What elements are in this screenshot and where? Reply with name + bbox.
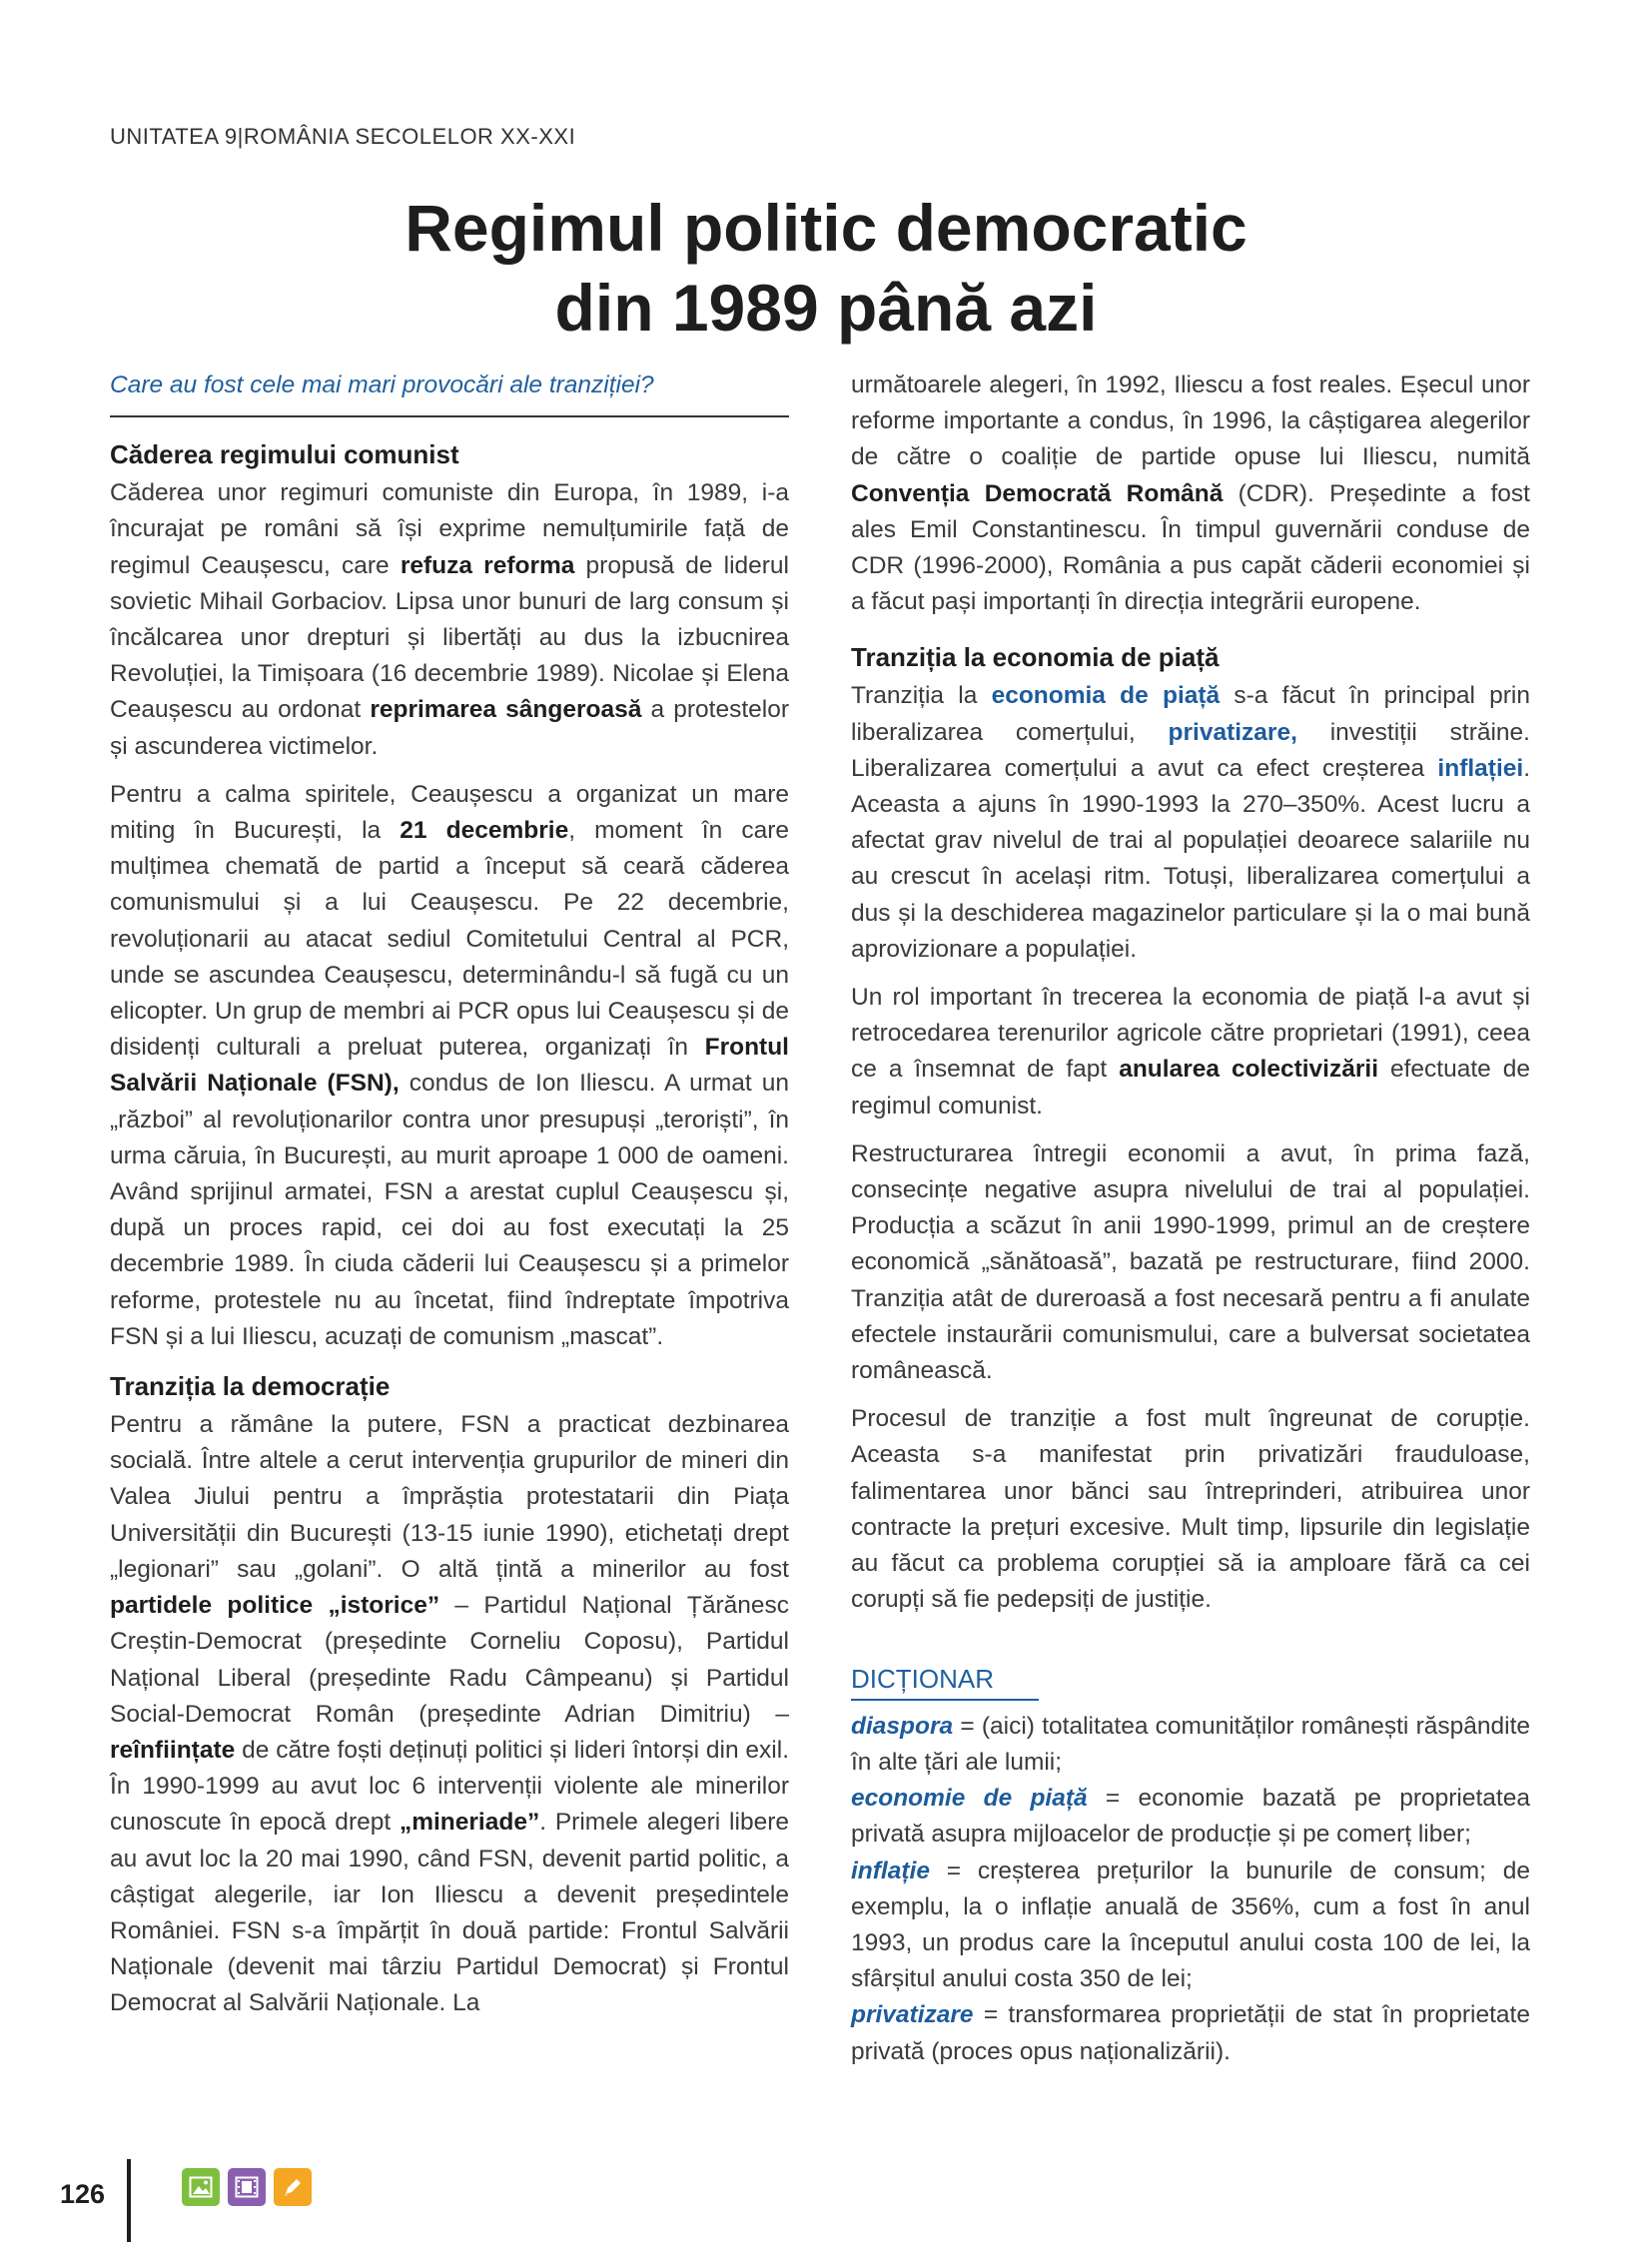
unit-label: UNITATEA 9 [110, 124, 238, 149]
paragraph: Tranziția la economia de piață s-a făcut în principal prin liberalizarea comerțului, privatizare, investiții străine. Liberalizarea comerțului a avut ca efect creșterea inflației. Aceasta a ajuns în 1990-1993 la 270–350%. Acest lucru a afectat grav nivelul de trai al populației deoarece salariile nu au crescut în același ritm. Totuși, liberalizarea comerțului a dus și la deschiderea magazinelor particulare și la o mai bună aprovizionare a populației. [851, 682, 1530, 963]
paragraph: Procesul de tranziție a fost mult îngreunat de corupție. Aceasta s-a manifestat prin privatizări frauduloase, falimentarea unor bănci sau întreprinderi, atribuirea unor contracte la prețuri excesive. Mult timp, lipsurile din legislație au făcut ca problema corupției să ia amploare fără ca cei corupți să fie pedepsiți de justiție. [851, 1405, 1530, 1614]
image-icon[interactable] [182, 2168, 220, 2206]
title-line-2: din 1989 până azi [554, 271, 1098, 345]
pencil-icon[interactable] [274, 2168, 312, 2206]
section-heading-transition-democracy: Tranziția la democrație [110, 1371, 391, 1402]
header-separator: | [237, 124, 244, 149]
right-column [851, 368, 1530, 2070]
left-column [110, 368, 789, 2034]
page-title [200, 188, 1452, 348]
dictionary-title: DICȚIONAR [851, 1661, 1039, 1701]
paragraph: Pentru a rămâne la putere, FSN a practicat dezbinarea socială. Între altele a cerut intervenția grupurilor de mineri din Valea Jiului pentru a împrăștia protestatarii din Piața Universității din București (13-15 iunie 1990), etichetați drept „legionari” sau „golani”. O altă țintă a minerilor au fost partidele politice „istorice” – Partidul Național Țărănesc Creștin-Democrat (președinte Corneliu Coposu), Partidul Național Liberal (președinte Radu Câmpeanu) și Partidul Social-Democrat Român (președinte Adrian Dimitriu) – reînființate de către foști deținuți politici și lideri întorși din exil. În 1990-1999 au avut loc 6 intervenții violente ale minerilor cunoscute în epocă drept „mineriade”. Primele alegeri libere au avut loc la 20 mai 1990, când FSN, devenit partid politic, a câștigat alegerile, iar Ion Iliescu a devenit președintele României. FSN s-a împărțit în două partide: Frontul Salvării Naționale (devenit mai târziu Partidul Democrat) și Frontul Democrat al Salvării Naționale. La [110, 1411, 789, 2017]
paragraph: Un rol important în trecerea la economia de piață l-a avut și retrocedarea terenurilor agricole către proprietari (1991), ceea ce a însemnat de fapt anularea colectivizării efectuate de regimul comunist. [851, 984, 1530, 1120]
section-heading-fall-of-communism: Căderea regimului comunist [110, 439, 459, 470]
film-icon[interactable] [228, 2168, 266, 2206]
footer-divider [127, 2159, 131, 2242]
paragraph: Pentru a calma spiritele, Ceaușescu a organizat un mare miting în București, la 21 decembrie, moment în care mulțimea chemată de partid a început să ceară căderea comunismului și a lui Ceaușescu. Pe 22 decembrie, revoluționarii au atacat sediul Comitetului Central al PCR, unde se ascundea Ceaușescu, determinându-l să fugă cu un elicopter. Un grup de membri ai PCR opus lui Ceaușescu și de disidenți culturali a preluat puterea, organizați în Frontul Salvării Naționale (FSN), condus de Ion Iliescu. A urmat un „război” al revoluționarilor contra unor presupuși „teroriști”, în urma căruia, în București, au murit aproape 1 000 de oameni. Având sprijinul armatei, FSN a arestat cuplul Ceaușescu și, după un proces rapid, cei doi au fost executați la 25 decembrie 1989. În ciuda căderii lui Ceaușescu și a primelor reforme, protestele nu au încetat, fiind îndreptate împotriva FSN și a lui Iliescu, acuzați de comunism „mascat”. [110, 780, 789, 1350]
page-number: 126 [60, 2179, 106, 2209]
unit-section: ROMÂNIA SECOLELOR XX-XXI [243, 124, 576, 149]
unit-header [110, 124, 575, 150]
title-line-1: Regimul politic democratic [405, 191, 1247, 265]
dictionary-entry: privatizare = transformarea proprietății de stat în proprietate privată (proces opus naționalizării). [851, 2001, 1530, 2065]
section-heading-market-economy: Tranziția la economia de piață [851, 642, 1220, 673]
paragraph: Restructurarea întregii economii a avut, în prima fază, consecințe negative asupra nivelului de trai al populației. Producția a scăzut în anii 1990-1999, primul an de creștere economică „sănătoasă”, bazată pe restructurare, fiind 2000. Tranziția atât de dureroasă a fost necesară pentru a fi anulate efectele instaurării comunismului, care a bulversat societatea românească. [851, 1139, 1530, 1385]
dictionary-entry: inflație = creșterea prețurilor la bunurile de consum; de exemplu, la o inflație anuală de 356%, cum a fost în anul 1993, un produs care la începutul anului costa 100 de lei, la sfârșitul anului costa 350 de lei; [851, 1857, 1530, 1993]
lesson-question: Care au fost cele mai mari provocări ale tranziției? [110, 372, 654, 398]
dictionary-entry: economie de piață = economie bazată pe proprietatea privată asupra mijloacelor de producție și pe comerț liber; [851, 1785, 1530, 1849]
paragraph: Căderea unor regimuri comuniste din Europa, în 1989, i-a încurajat pe români să își exprime nemulțumirile față de regimul Ceaușescu, care refuza reforma propusă de liderul sovietic Mihail Gorbaciov. Lipsa unor bunuri de larg consum și încălcarea unor drepturi și libertăți au dus la izbucnirea Revoluției, la Timișoara (16 decembrie 1989). Nicolae și Elena Ceaușescu au ordonat reprimarea sângeroasă a protestelor și ascunderea victimelor. [110, 479, 790, 760]
paragraph: următoarele alegeri, în 1992, Iliescu a fost reales. Eșecul unor reforme importante a condus, în 1996, la câștigarea alegerilor de către o coaliție de partide opuse lui Iliescu, numită Convenția Democrată Română (CDR). Președinte a fost ales Emil Constantinescu. În timpul guvernării conduse de CDR (1996-2000), România a pus capăt căderii economiei și a făcut pași importanți în direcția integrării europene. [851, 372, 1530, 616]
dictionary-entry: diaspora = (aici) totalitatea comunităților românești răspândite în alte țări ale lumii; [851, 1712, 1530, 1776]
dictionary [851, 1709, 1530, 2070]
question-divider [110, 415, 789, 417]
